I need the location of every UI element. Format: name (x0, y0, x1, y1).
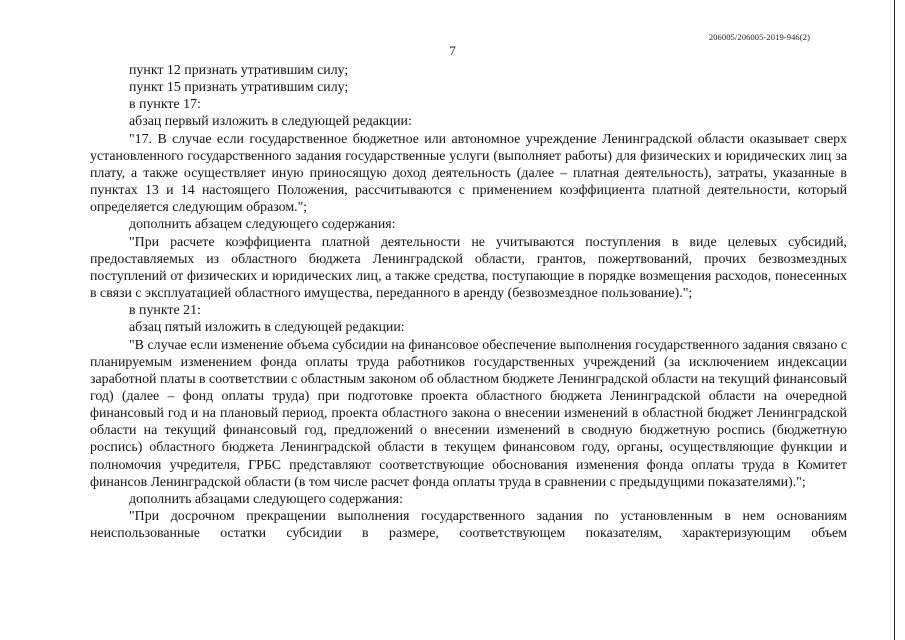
page-number: 7 (449, 43, 456, 58)
paragraph: в пункте 17: (129, 97, 201, 113)
paragraph: абзац первый изложить в следующей редакции: (129, 114, 412, 130)
paragraph: "В случае если изменение объема субсидии на финансовое обеспечение выполнения государственного задания связано с планируемым изменением фонда оплаты труда работников государственных учреждений (за исключением индексации заработной платы в соответствии с областным законом об областном бюджете Ленинградской области на текущий финансовый год) (далее – фонд оплаты труда) при подготовке проекта областного бюджета Ленинградской области на очередной финансовый год и на плановый период, проекта областного закона о внесении изменений в областной бюджет Ленинградской области на текущий финансовый год, предложений о внесении изменений в сводную бюджетную роспись (бюджетную роспись) областного бюджета Ленинградской области в текущем финансовом году, органы, осуществляющие функции и полномочия учредителя, ГРБС представляют соответствующие обоснования изменения фонда оплаты труда в Комитет финансов Ленинградской области (в том числе расчет фонда оплаты труда в сравнении с предыдущими показателями)."; (90, 337, 848, 490)
paragraph: "17. В случае если государственное бюджетное или автономное учреждение Ленинградской области оказывает сверх установленного государственного задания государственные услуги (выполняет работы) для физических и юридических лиц за плату, а также осуществляет иную приносящую доход деятельность (далее – платная деятельность), затраты, указанные в пунктах 13 и 14 настоящего Положения, рассчитываются с применением коэффициента платной деятельности, который определяется следующим образом."; (90, 131, 847, 216)
paragraph: дополнить абзацем следующего содержания: (129, 217, 396, 233)
scan-edge-line (894, 0, 895, 640)
document-body (90, 62, 847, 542)
paragraph: "При досрочном прекращении выполнения государственного задания по установленным в нем основаниям неиспользованные остатки субсидии в размере, соответствующем показателям, характеризующим объем (90, 509, 847, 542)
paragraph: пункт 15 признать утратившим силу; (129, 80, 349, 96)
paragraph: в пункте 21: (129, 303, 201, 319)
paragraph: пункт 12 признать утратившим силу; (129, 63, 349, 78)
paragraph: "При расчете коэффициента платной деятельности не учитываются поступления в виде целевых субсидий, предоставляемых из областного бюджета Ленинградской области, грантов, пожертвований, прочих безвозмездных поступлений от физических и юридических лиц, а также средства, поступающие в порядке возмещения расходов, понесенных в связи с эксплуатацией областного имущества, переданного в аренду (безвозмездное пользование)."; (90, 234, 847, 302)
paragraph: дополнить абзацами следующего содержания: (129, 491, 403, 507)
document-code: 206005/206005-2019-946(2) (708, 32, 810, 42)
paragraph: абзац пятый изложить в следующей редакции: (129, 320, 405, 336)
